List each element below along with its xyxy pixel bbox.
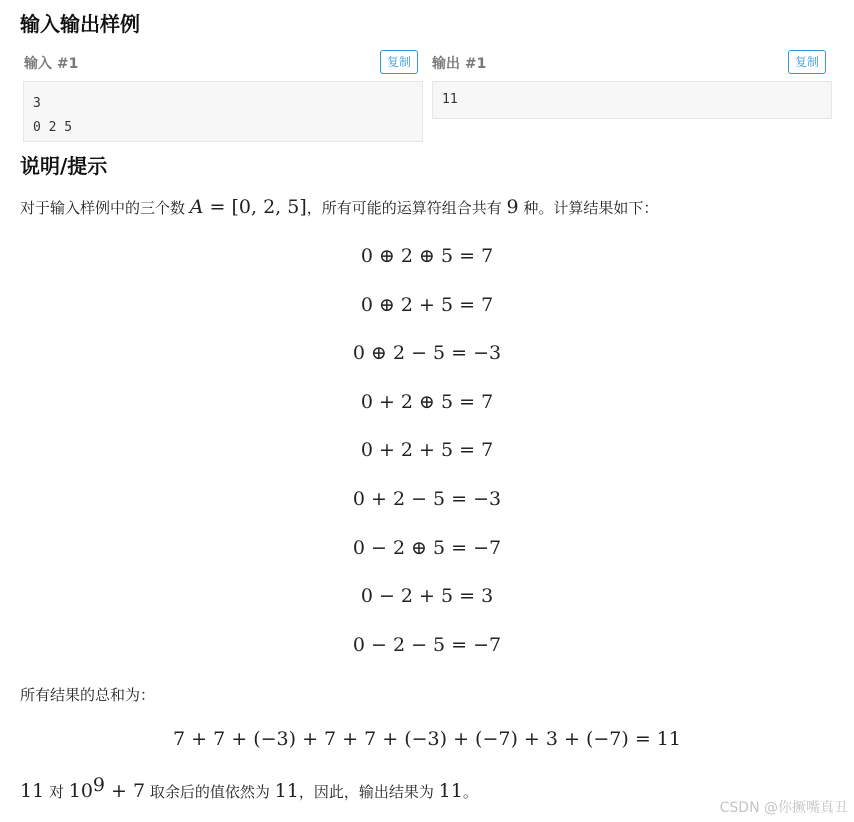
equation-5: 0 + 2 + 5 = 7 bbox=[360, 439, 494, 461]
equation-4: 0 + 2 ⊕ 5 = 7 bbox=[360, 391, 494, 413]
copy-output-button[interactable]: 复制 bbox=[788, 50, 826, 74]
final-mod-plus: + 7 bbox=[105, 780, 146, 802]
sum-equation: 7 + 7 + (−3) + 7 + 7 + (−3) + (−7) + 3 + (−7) = 11 bbox=[173, 728, 681, 750]
equation-8: 0 − 2 + 5 = 3 bbox=[360, 585, 494, 607]
output-code-box[interactable]: 11 bbox=[432, 81, 832, 119]
copy-input-button[interactable]: 复制 bbox=[380, 50, 418, 74]
equation-9: 0 − 2 − 5 = −7 bbox=[352, 634, 502, 656]
sum-label: 所有结果的总和为： bbox=[20, 686, 156, 704]
intro-text-after: 种。计算结果如下： bbox=[518, 199, 659, 217]
intro-math-rest: = [0, 2, 5] bbox=[203, 196, 307, 218]
equation-7: 0 − 2 ⊕ 5 = −7 bbox=[352, 537, 502, 559]
sample-heading: 输入输出样例 bbox=[20, 12, 140, 36]
final-mod-base: 10 bbox=[68, 780, 93, 802]
final-num-2: 11 bbox=[274, 780, 299, 802]
equation-6: 0 + 2 − 5 = −3 bbox=[352, 488, 502, 510]
final-text-1: 对 bbox=[44, 783, 69, 801]
final-text-4: 。 bbox=[462, 783, 478, 801]
csdn-watermark: CSDN @你撅嘴真丑 bbox=[719, 800, 848, 816]
final-text-3: ，因此，输出结果为 bbox=[298, 783, 439, 801]
final-num-1: 11 bbox=[20, 780, 45, 802]
final-num-3: 11 bbox=[438, 780, 463, 802]
equation-3: 0 ⊕ 2 − 5 = −3 bbox=[352, 342, 502, 364]
equation-2: 0 ⊕ 2 + 5 = 7 bbox=[360, 294, 494, 316]
input-label: 输入 #1 bbox=[24, 56, 79, 72]
intro-num: 9 bbox=[506, 196, 519, 218]
equation-1: 0 ⊕ 2 ⊕ 5 = 7 bbox=[360, 245, 494, 267]
final-mod-exp: 9 bbox=[92, 774, 106, 796]
intro-text-before: 对于输入样例中的三个数 bbox=[20, 199, 190, 217]
final-paragraph bbox=[20, 774, 478, 802]
final-text-2: 取余后的值依然为 bbox=[145, 783, 275, 801]
intro-paragraph bbox=[20, 196, 658, 218]
output-label: 输出 #1 bbox=[432, 56, 487, 72]
intro-math-var: A bbox=[189, 196, 204, 218]
intro-text-middle: ，所有可能的运算符组合共有 bbox=[306, 199, 507, 217]
input-code-box[interactable]: 3 0 2 5 bbox=[23, 81, 423, 142]
notes-heading: 说明/提示 bbox=[20, 154, 108, 178]
